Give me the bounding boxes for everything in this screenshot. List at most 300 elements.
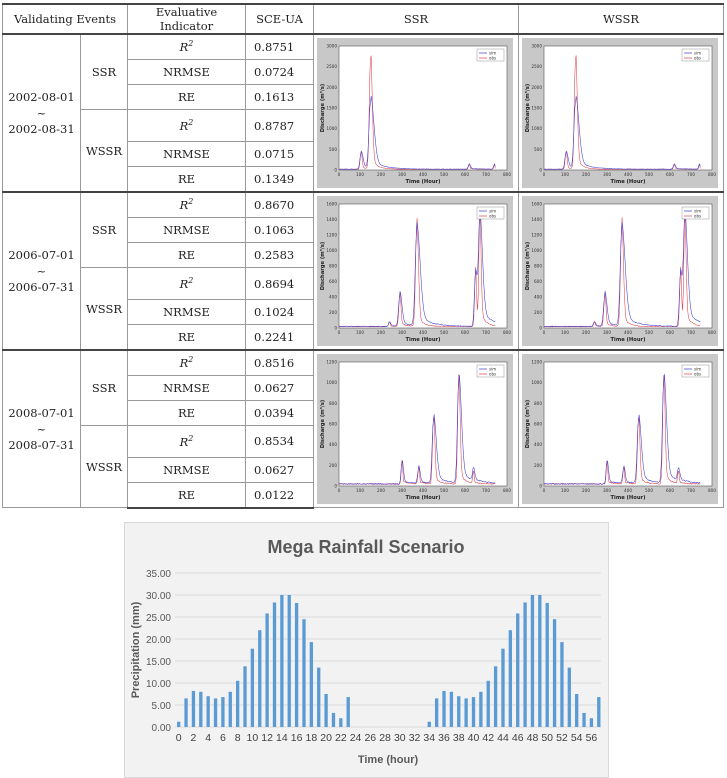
x-tick-label: 50 — [541, 732, 554, 744]
x-tick-label: 0 — [175, 732, 182, 744]
plot-legend — [477, 49, 504, 61]
y-tick-label: 400 — [329, 442, 337, 448]
y-tick-label: 10.00 — [145, 679, 171, 690]
col-header-wssr: WSSR — [519, 4, 724, 34]
indicator-name: RE — [128, 325, 246, 351]
rain-bar — [457, 696, 460, 727]
method-name: SSR — [81, 192, 128, 268]
x-tick-label: 48 — [526, 732, 539, 744]
plot-area — [339, 46, 507, 170]
x-tick-label: 0 — [542, 488, 546, 493]
r-squared-symbol: $R^2$ — [179, 355, 194, 371]
plot-area — [544, 204, 712, 328]
rain-bar — [442, 691, 445, 727]
y-tick-label: 1200 — [531, 232, 542, 238]
rain-bar — [479, 692, 482, 727]
rain-bar — [347, 697, 350, 727]
x-axis-label: Time (Hour) — [610, 179, 646, 185]
rain-bar — [207, 696, 210, 727]
rain-bar — [192, 691, 195, 727]
x-axis-label: Time (Hour) — [405, 495, 441, 501]
indicator-name: RE — [128, 85, 246, 110]
event-start: 2008-07-01 — [8, 406, 75, 420]
legend-entry: sim — [489, 366, 497, 372]
y-tick-label: 2500 — [531, 64, 542, 70]
indicator-value: 0.8694 — [246, 268, 314, 300]
x-tick-label: 200 — [377, 330, 385, 335]
x-tick-label: 300 — [603, 172, 611, 177]
indicator-value: 0.8787 — [246, 110, 314, 142]
col-header-ssr: SSR — [314, 4, 519, 34]
event-period — [3, 192, 81, 350]
x-tick-label: 800 — [503, 330, 511, 335]
x-tick-label: 0 — [542, 330, 546, 335]
legend-entry: sim — [694, 208, 702, 214]
legend-entry: obs — [489, 55, 497, 61]
rain-bar — [177, 722, 180, 727]
x-tick-label: 300 — [603, 330, 611, 335]
x-tick-label: 300 — [603, 488, 611, 493]
y-tick-label: 1500 — [531, 105, 542, 111]
plot-area — [339, 362, 507, 486]
rain-bar — [597, 697, 600, 727]
rain-bar — [582, 713, 585, 727]
x-tick-label: 500 — [440, 172, 448, 177]
rain-bar — [494, 666, 497, 727]
indicator-name — [128, 192, 246, 218]
y-tick-label: 600 — [329, 279, 337, 284]
x-tick-label: 0 — [337, 172, 341, 177]
y-axis-label: Discharge (m³/s) — [525, 241, 531, 291]
rain-bar — [523, 602, 526, 727]
method-name: SSR — [81, 34, 128, 110]
y-tick-label: 1500 — [326, 105, 337, 111]
x-tick-label: 300 — [398, 330, 406, 335]
x-tick-label: 100 — [356, 172, 364, 177]
x-tick-label: 52 — [556, 732, 568, 744]
indicator-value: 0.0724 — [246, 60, 314, 85]
x-tick-label: 700 — [687, 330, 695, 335]
rain-bar — [450, 692, 453, 727]
y-tick-label: 20.00 — [145, 635, 171, 646]
indicator-name: NRMSE — [128, 142, 246, 167]
x-tick-label: 10 — [246, 732, 259, 744]
plot-legend — [682, 207, 709, 219]
r-squared-symbol: $R^2$ — [179, 433, 194, 449]
event-tilde: ~ — [36, 422, 47, 436]
y-tick-label: 200 — [534, 462, 542, 468]
x-tick-label: 500 — [645, 330, 653, 335]
x-tick-label: 100 — [561, 172, 569, 177]
plot-legend — [682, 365, 709, 377]
y-tick-label: 1200 — [326, 359, 337, 365]
wssr-hydrograph-cell — [519, 34, 724, 192]
indicator-value: 0.1024 — [246, 300, 314, 325]
ssr-hydrograph-cell — [314, 350, 519, 508]
col-header-sceua: SCE-UA — [246, 4, 314, 34]
y-tick-label: 1400 — [531, 217, 542, 222]
ssr-hydrograph — [317, 354, 513, 504]
indicator-value: 0.2583 — [246, 243, 314, 268]
wssr-hydrograph-cell — [519, 192, 724, 350]
rain-bar — [487, 681, 490, 727]
y-tick-label: 800 — [329, 400, 337, 406]
rain-bar — [221, 697, 224, 727]
x-axis-label: Time (hour) — [357, 754, 419, 766]
indicator-name: RE — [128, 167, 246, 193]
x-tick-label: 4 — [205, 732, 212, 744]
x-tick-label: 32 — [408, 732, 421, 744]
y-tick-label: 1600 — [326, 201, 337, 207]
x-tick-label: 8 — [234, 732, 241, 744]
rain-bar — [575, 694, 578, 727]
y-tick-label: 0 — [334, 167, 337, 173]
rain-bar — [509, 630, 512, 727]
table-row — [3, 192, 724, 218]
y-tick-label: 2500 — [326, 64, 337, 70]
legend-entry: obs — [489, 213, 497, 219]
x-tick-label: 200 — [582, 488, 590, 493]
rain-bar — [214, 698, 217, 727]
rain-bar — [273, 602, 276, 727]
event-start: 2002-08-01 — [8, 90, 75, 104]
y-tick-label: 0 — [334, 325, 337, 331]
x-tick-label: 800 — [708, 488, 716, 493]
x-tick-label: 400 — [419, 330, 427, 335]
x-tick-label: 400 — [624, 488, 632, 493]
rain-bar — [472, 697, 475, 727]
plot-legend — [682, 49, 709, 61]
legend-entry: sim — [489, 50, 497, 56]
x-axis-label: Time (Hour) — [405, 337, 441, 343]
y-tick-label: 400 — [329, 294, 337, 300]
y-tick-label: 25.00 — [145, 613, 171, 624]
r-squared-symbol: $R^2$ — [179, 197, 194, 213]
legend-entry: sim — [489, 208, 497, 214]
y-tick-label: 400 — [534, 442, 542, 448]
y-tick-label: 1000 — [326, 380, 337, 386]
y-tick-label: 200 — [329, 462, 337, 468]
x-tick-label: 200 — [377, 488, 385, 493]
rain-bar — [280, 595, 283, 727]
rain-bar — [590, 718, 593, 727]
y-tick-label: 800 — [534, 263, 542, 269]
y-tick-label: 1000 — [326, 248, 337, 253]
col-header-events: Validating Events — [3, 4, 128, 34]
results-table — [2, 3, 724, 509]
x-tick-label: 300 — [398, 172, 406, 177]
rain-bar — [568, 668, 571, 727]
y-tick-label: 0 — [334, 483, 337, 489]
rain-bar — [324, 694, 327, 727]
x-tick-label: 500 — [440, 488, 448, 493]
rain-bar — [501, 649, 504, 727]
rain-bar — [339, 718, 342, 727]
x-tick-label: 800 — [503, 488, 511, 493]
y-tick-label: 500 — [534, 146, 542, 152]
indicator-name: NRMSE — [128, 376, 246, 401]
x-tick-label: 200 — [582, 172, 590, 177]
x-tick-label: 600 — [461, 330, 469, 335]
rain-bar — [184, 698, 187, 727]
rain-bar — [332, 713, 335, 727]
rain-bar — [236, 681, 239, 727]
rain-bar — [553, 619, 556, 727]
x-tick-label: 800 — [708, 330, 716, 335]
y-tick-label: 2000 — [531, 84, 542, 90]
y-tick-label: 1000 — [531, 126, 542, 132]
y-tick-label: 0 — [539, 483, 542, 489]
x-tick-label: 400 — [419, 172, 427, 177]
x-tick-label: 100 — [561, 330, 569, 335]
x-axis-label: Time (Hour) — [610, 337, 646, 343]
indicator-name: NRMSE — [128, 300, 246, 325]
indicator-value: 0.8534 — [246, 426, 314, 458]
plot-legend — [477, 365, 504, 377]
x-tick-label: 30 — [393, 732, 406, 744]
legend-entry: obs — [694, 55, 702, 61]
x-axis-label: Time (Hour) — [405, 179, 441, 185]
x-tick-label: 6 — [219, 732, 226, 744]
x-tick-label: 400 — [419, 488, 427, 493]
header-row — [3, 4, 724, 34]
x-tick-label: 24 — [349, 732, 362, 744]
rain-bar — [560, 642, 563, 727]
y-axis-label: Discharge (m³/s) — [525, 399, 531, 449]
method-name: WSSR — [81, 426, 128, 508]
ssr-hydrograph — [317, 196, 513, 346]
y-tick-label: 5.00 — [151, 701, 171, 712]
x-tick-label: 500 — [645, 488, 653, 493]
y-tick-label: 600 — [534, 279, 542, 284]
x-tick-label: 0 — [337, 330, 341, 335]
x-tick-label: 600 — [666, 488, 674, 493]
y-axis-label: Discharge (m³/s) — [320, 83, 326, 133]
y-tick-label: 3000 — [531, 43, 542, 49]
x-tick-label: 28 — [379, 732, 391, 744]
indicator-name: NRMSE — [128, 218, 246, 243]
x-tick-label: 100 — [356, 488, 364, 493]
event-tilde: ~ — [36, 264, 47, 278]
x-tick-label: 200 — [377, 172, 385, 177]
y-tick-label: 800 — [329, 263, 337, 269]
y-tick-label: 1400 — [326, 217, 337, 222]
x-tick-label: 400 — [624, 330, 632, 335]
y-tick-label: 1600 — [531, 201, 542, 207]
method-name: WSSR — [81, 110, 128, 193]
y-axis-label: Discharge (m³/s) — [320, 399, 326, 449]
x-tick-label: 600 — [666, 330, 674, 335]
rain-bar — [295, 603, 298, 727]
ssr-hydrograph-cell — [314, 192, 519, 350]
rain-bar — [229, 692, 232, 727]
indicator-value: 0.2241 — [246, 325, 314, 351]
wssr-hydrograph — [522, 196, 718, 346]
wssr-hydrograph — [522, 354, 718, 504]
y-tick-label: 1000 — [531, 380, 542, 386]
x-tick-label: 34 — [423, 732, 436, 744]
rain-bar — [531, 595, 534, 727]
rain-bar — [464, 698, 467, 727]
x-tick-label: 700 — [482, 488, 490, 493]
indicator-name: NRMSE — [128, 60, 246, 85]
indicator-name: RE — [128, 482, 246, 508]
x-tick-label: 800 — [708, 172, 716, 177]
x-tick-label: 2 — [190, 732, 197, 744]
event-start: 2006-07-01 — [8, 248, 75, 262]
table-row — [3, 350, 724, 376]
chart-title: Mega Rainfall Scenario — [267, 537, 465, 557]
method-name: WSSR — [81, 268, 128, 351]
x-tick-label: 38 — [452, 732, 465, 744]
indicator-value: 0.8516 — [246, 350, 314, 376]
indicator-name — [128, 350, 246, 376]
x-tick-label: 0 — [542, 172, 546, 177]
y-tick-label: 0.00 — [151, 723, 171, 734]
rainfall-chart-svg — [125, 523, 608, 777]
y-tick-label: 15.00 — [145, 657, 171, 668]
indicator-value: 0.0715 — [246, 142, 314, 167]
indicator-name: RE — [128, 401, 246, 426]
plot-area — [339, 204, 507, 328]
legend-entry: obs — [489, 371, 497, 377]
rain-bar — [538, 595, 541, 727]
y-axis-label: Discharge (m³/s) — [320, 241, 326, 291]
indicator-value: 0.0122 — [246, 482, 314, 508]
x-tick-label: 700 — [687, 172, 695, 177]
x-tick-label: 20 — [320, 732, 332, 744]
x-tick-label: 44 — [497, 732, 509, 744]
event-end: 2006-07-31 — [8, 280, 75, 294]
x-tick-label: 500 — [645, 172, 653, 177]
plot-legend — [477, 207, 504, 219]
event-end: 2002-08-31 — [8, 122, 75, 136]
y-tick-label: 1000 — [531, 248, 542, 253]
rain-bar — [243, 666, 246, 727]
y-tick-label: 400 — [534, 294, 542, 300]
event-period — [3, 350, 81, 508]
x-tick-label: 14 — [276, 732, 288, 744]
wssr-hydrograph-cell — [519, 350, 724, 508]
x-tick-label: 40 — [467, 732, 480, 744]
y-tick-label: 35.00 — [145, 569, 171, 580]
rain-bar — [265, 613, 268, 727]
rain-bar — [258, 630, 261, 727]
x-tick-label: 600 — [461, 172, 469, 177]
indicator-name — [128, 426, 246, 458]
rain-bar — [435, 698, 438, 727]
legend-entry: sim — [694, 50, 702, 56]
indicator-value: 0.0394 — [246, 401, 314, 426]
rain-bar — [516, 613, 519, 727]
y-tick-label: 600 — [329, 421, 337, 427]
rain-bar — [310, 642, 313, 727]
indicator-value: 0.1349 — [246, 167, 314, 193]
x-tick-label: 700 — [687, 488, 695, 493]
x-tick-label: 26 — [364, 732, 377, 744]
y-axis-label: Discharge (m³/s) — [525, 83, 531, 133]
y-tick-label: 200 — [534, 310, 542, 315]
x-tick-label: 400 — [624, 172, 632, 177]
x-tick-label: 700 — [482, 172, 490, 177]
x-tick-label: 200 — [582, 330, 590, 335]
x-tick-label: 100 — [561, 488, 569, 493]
y-tick-label: 1200 — [531, 359, 542, 365]
y-axis-label: Precipitation (mm) — [130, 601, 142, 699]
event-tilde: ~ — [36, 106, 47, 120]
y-tick-label: 1000 — [326, 126, 337, 132]
x-tick-label: 56 — [585, 732, 598, 744]
ssr-hydrograph-cell — [314, 34, 519, 192]
legend-entry: obs — [694, 371, 702, 377]
event-end: 2008-07-31 — [8, 438, 75, 452]
x-tick-label: 16 — [290, 732, 303, 744]
y-tick-label: 600 — [534, 421, 542, 427]
rain-bar — [428, 722, 431, 727]
col-header-indicator: Evaluative Indicator — [128, 4, 246, 34]
x-tick-label: 12 — [261, 732, 273, 744]
plot-area — [544, 46, 712, 170]
plot-area — [544, 362, 712, 486]
x-tick-label: 22 — [334, 732, 347, 744]
x-tick-label: 46 — [511, 732, 524, 744]
x-tick-label: 36 — [438, 732, 450, 744]
rain-bar — [251, 649, 254, 727]
x-tick-label: 100 — [356, 330, 364, 335]
rain-bar — [546, 603, 549, 727]
indicator-value: 0.0627 — [246, 457, 314, 482]
indicator-value: 0.0627 — [246, 376, 314, 401]
r-squared-symbol: $R^2$ — [179, 118, 194, 133]
rain-bar — [302, 619, 305, 727]
x-tick-label: 700 — [482, 330, 490, 335]
rain-bar — [199, 692, 202, 727]
x-tick-label: 600 — [461, 488, 469, 493]
method-name: SSR — [81, 350, 128, 426]
y-tick-label: 0 — [539, 167, 542, 173]
x-tick-label: 500 — [440, 330, 448, 335]
y-tick-label: 200 — [329, 310, 337, 315]
x-tick-label: 18 — [305, 732, 318, 744]
indicator-name — [128, 268, 246, 300]
y-tick-label: 500 — [329, 146, 337, 152]
legend-entry: sim — [694, 366, 702, 372]
x-tick-label: 42 — [482, 732, 495, 744]
event-period — [3, 34, 81, 192]
indicator-value: 0.8670 — [246, 192, 314, 218]
rainfall-chart — [124, 522, 609, 778]
indicator-name — [128, 34, 246, 60]
y-tick-label: 800 — [534, 400, 542, 406]
x-tick-label: 54 — [570, 732, 583, 744]
rain-bar — [317, 668, 320, 727]
r-squared-symbol: $R^2$ — [179, 39, 194, 55]
wssr-hydrograph — [522, 38, 718, 188]
indicator-name — [128, 110, 246, 142]
indicator-value: 0.1613 — [246, 85, 314, 110]
x-tick-label: 600 — [666, 172, 674, 177]
x-axis-label: Time (Hour) — [610, 495, 646, 501]
rain-bar — [288, 595, 291, 727]
indicator-value: 0.1063 — [246, 218, 314, 243]
y-tick-label: 2000 — [326, 84, 337, 90]
x-tick-label: 300 — [398, 488, 406, 493]
y-tick-label: 30.00 — [145, 591, 171, 602]
x-tick-label: 0 — [337, 488, 341, 493]
y-tick-label: 0 — [539, 325, 542, 331]
indicator-name: NRMSE — [128, 457, 246, 482]
ssr-hydrograph — [317, 38, 513, 188]
